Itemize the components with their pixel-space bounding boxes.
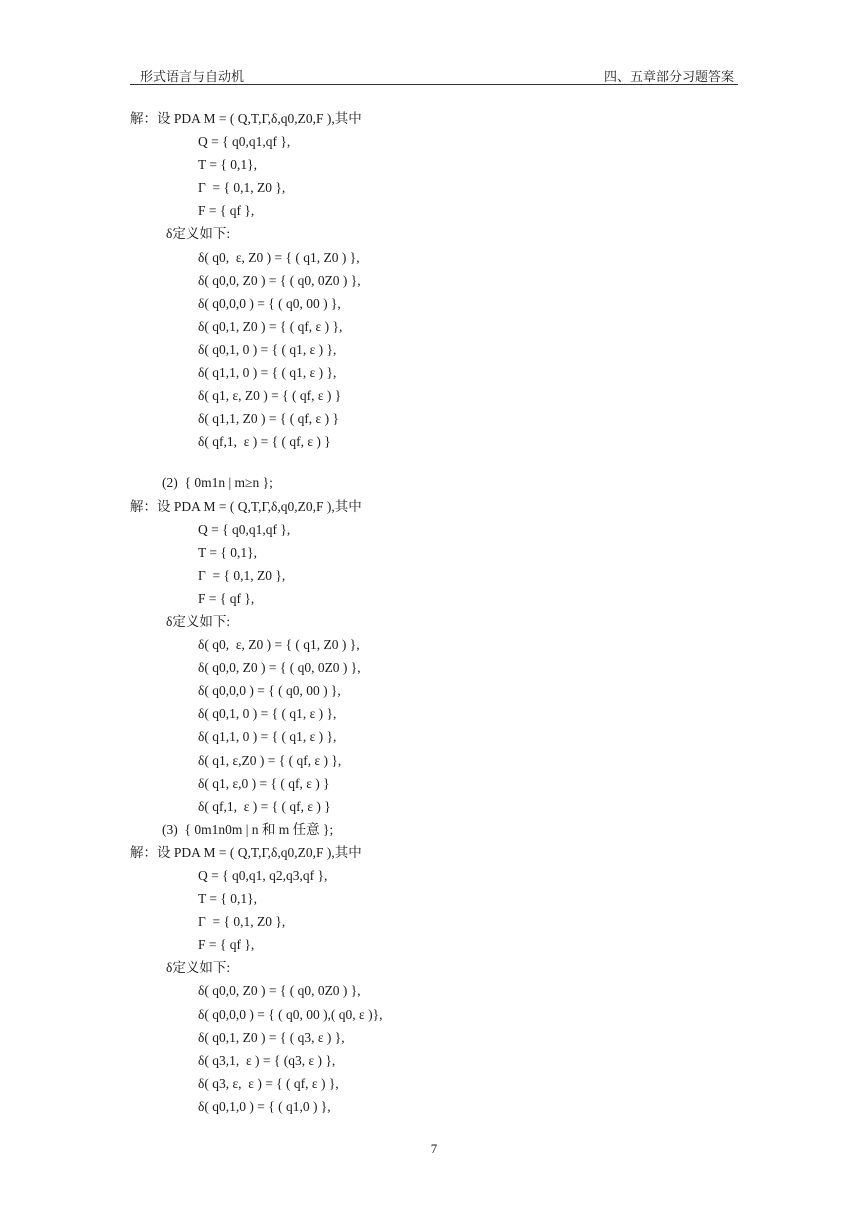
delta-rule: δ( q0,1, 0 ) = { ( q1, ε ) }, <box>198 706 337 722</box>
delta-rule: δ( q0,0,0 ) = { ( q0, 00 ),( q0, ε )}, <box>198 1006 383 1022</box>
definition-line: T = { 0,1}, <box>198 157 257 173</box>
delta-rule: δ( q1, ε,Z0 ) = { ( qf, ε ) }, <box>198 752 342 768</box>
definition-line: T = { 0,1}, <box>198 544 257 560</box>
delta-rule: δ( q1,1, 0 ) = { ( q1, ε ) }, <box>198 365 337 381</box>
definition-line: Γ = { 0,1, Z0 }, <box>198 180 286 196</box>
delta-rule: δ( q1, ε, Z0 ) = { ( qf, ε ) } <box>198 388 342 404</box>
problem-statement: (2) { 0m1n | m≥n }; <box>162 475 273 491</box>
definition-line: F = { qf }, <box>198 590 255 606</box>
delta-title: δ定义如下: <box>166 613 231 629</box>
problem-statement: (3) { 0m1n0m | n 和 m 任意 }; <box>162 821 334 837</box>
delta-rule: δ( q0, ε, Z0 ) = { ( q1, Z0 ) }, <box>198 249 360 265</box>
document-body <box>130 107 750 1118</box>
delta-rule: δ( q0,1,0 ) = { ( q1,0 ) }, <box>198 1098 331 1114</box>
delta-title: δ定义如下: <box>166 960 231 976</box>
definition-line: F = { qf }, <box>198 937 255 953</box>
delta-rule: δ( q0,0, Z0 ) = { ( q0, 0Z0 ) }, <box>198 660 361 676</box>
delta-rule: δ( q3,1, ε ) = { (q3, ε ) }, <box>198 1052 336 1068</box>
delta-rule: δ( q0,0, Z0 ) = { ( q0, 0Z0 ) }, <box>198 272 361 288</box>
header-left-title: 形式语言与自动机 <box>140 69 245 84</box>
delta-rule: δ( q0,0,0 ) = { ( q0, 00 ) }, <box>198 683 341 699</box>
definition-line: Γ = { 0,1, Z0 }, <box>198 914 286 930</box>
delta-rule: δ( q0,0, Z0 ) = { ( q0, 0Z0 ) }, <box>198 983 361 999</box>
delta-rule: δ( q0,1, Z0 ) = { ( q3, ε ) }, <box>198 1029 345 1045</box>
definition-line: T = { 0,1}, <box>198 891 257 907</box>
delta-rule: δ( q3, ε, ε ) = { ( qf, ε ) }, <box>198 1075 339 1091</box>
definition-line: Q = { q0,q1, q2,q3,qf }, <box>198 868 328 883</box>
delta-rule: δ( q0, ε, Z0 ) = { ( q1, Z0 ) }, <box>198 637 360 653</box>
delta-rule: δ( q0,0,0 ) = { ( q0, 00 ) }, <box>198 295 341 311</box>
delta-rule: δ( qf,1, ε ) = { ( qf, ε ) } <box>198 434 331 450</box>
delta-rule: δ( q1, ε,0 ) = { ( qf, ε ) } <box>198 775 330 791</box>
delta-rule: δ( q0,1, 0 ) = { ( q1, ε ) }, <box>198 341 337 357</box>
definition-line: Q = { q0,q1,qf }, <box>198 134 291 150</box>
page-number: 7 <box>430 1141 438 1156</box>
delta-rule: δ( q1,1, 0 ) = { ( q1, ε ) }, <box>198 729 337 745</box>
delta-rule: δ( q1,1, Z0 ) = { ( qf, ε ) } <box>198 411 339 427</box>
header-right-title: 四、五章部分习题答案 <box>603 69 734 84</box>
page-header <box>130 62 738 85</box>
solution-line: 解：设 PDA M = ( Q,T,Γ,δ,q0,Z0,F ),其中 <box>130 844 362 860</box>
delta-rule: δ( qf,1, ε ) = { ( qf, ε ) } <box>198 798 331 814</box>
definition-line: F = { qf }, <box>198 203 255 219</box>
definition-line: Q = { q0,q1,qf }, <box>198 521 291 537</box>
definition-line: Γ = { 0,1, Z0 }, <box>198 567 286 583</box>
delta-rule: δ( q0,1, Z0 ) = { ( qf, ε ) }, <box>198 318 343 334</box>
solution-line: 解：设 PDA M = ( Q,T,Γ,δ,q0,Z0,F ),其中 <box>130 498 362 514</box>
delta-title: δ定义如下: <box>166 226 231 242</box>
solution-line: 解：设 PDA M = ( Q,T,Γ,δ,q0,Z0,F ),其中 <box>130 111 362 126</box>
